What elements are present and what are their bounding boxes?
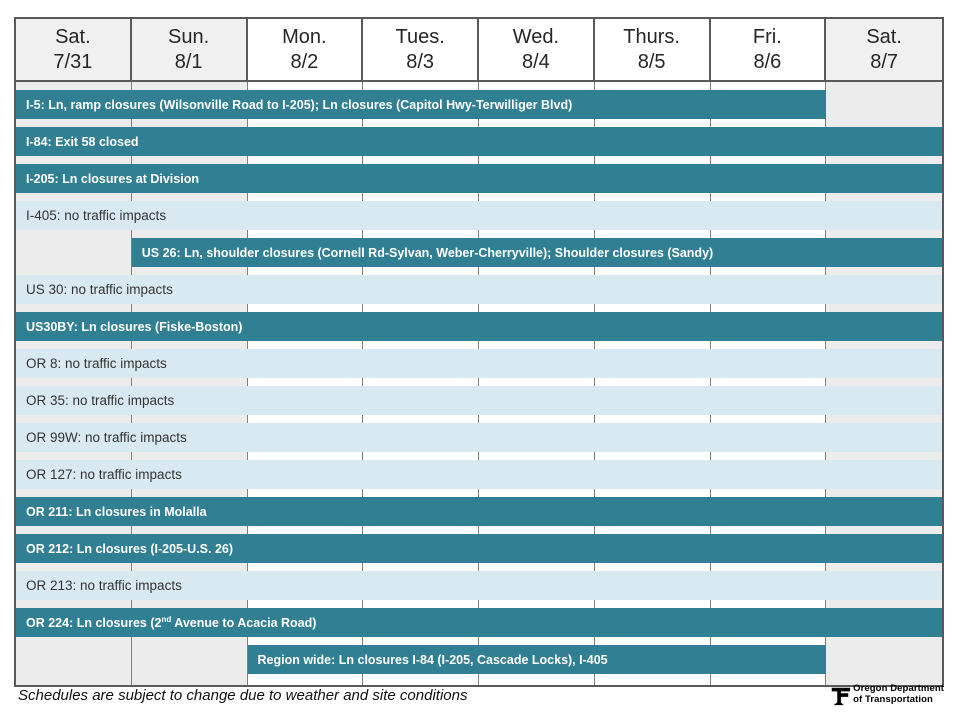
day-name: Mon.: [282, 25, 327, 48]
day-cell-0: [16, 637, 132, 674]
superscript-text: nd: [161, 614, 172, 624]
closure-bar: [16, 608, 942, 637]
schedule-row-or-213: [16, 563, 942, 600]
day-date: 7/31: [53, 50, 93, 73]
bar-label: I-205: Ln closures at Division: [26, 171, 199, 186]
no-impact-bar: [16, 349, 942, 378]
schedule-row-i-405: [16, 193, 942, 230]
day-header-4: [479, 19, 595, 80]
schedule-rows: [16, 82, 942, 674]
closure-bar: [248, 645, 827, 674]
day-header-0: [16, 19, 132, 80]
closure-bar: [132, 238, 942, 267]
schedule-row-or-224: [16, 600, 942, 637]
schedule-row-us-26: [16, 230, 942, 267]
schedule-row-us-30: [16, 267, 942, 304]
bottom-cell-2: [248, 674, 364, 685]
day-header-1: [132, 19, 248, 80]
bar-label: OR 8: no traffic impacts: [26, 356, 167, 371]
day-name: Tues.: [395, 25, 445, 48]
bar-label: US 26: Ln, shoulder closures (Cornell Rd-Sylvan, Weber-Cherryville); Shoulder closures (Sandy): [141, 245, 714, 260]
schedule-row-us30by: [16, 304, 942, 341]
bottom-cell-1: [132, 674, 248, 685]
schedule-row-or-127: [16, 452, 942, 489]
no-impact-bar: [16, 201, 942, 230]
schedule-row-or-212: [16, 526, 942, 563]
day-date: 8/4: [521, 50, 550, 73]
schedule-row-i-5: [16, 82, 942, 119]
no-impact-bar: [16, 460, 942, 489]
bar-label: OR 35: no traffic impacts: [26, 393, 175, 408]
no-impact-bar: [16, 571, 942, 600]
label-text: OR 224: Ln closures (2: [26, 615, 162, 630]
day-date: 8/6: [753, 50, 782, 73]
day-header-7: [826, 19, 942, 80]
bar-label: US30BY: Ln closures (Fiske-Boston): [26, 319, 243, 334]
schedule-row-i-84: [16, 119, 942, 156]
closure-bar: [16, 534, 942, 563]
footer-note: Schedules are subject to change due to weather and site conditions: [18, 687, 468, 704]
day-name: Fri.: [752, 25, 782, 48]
closure-bar: [16, 312, 942, 341]
bar-label: US 30: no traffic impacts: [26, 282, 173, 297]
no-impact-bar: [16, 275, 942, 304]
schedule-row-or-35: [16, 378, 942, 415]
schedule-row-or-211: [16, 489, 942, 526]
schedule-row-region-wide: [16, 637, 942, 674]
day-header-3: [363, 19, 479, 80]
schedule-table: [14, 17, 944, 687]
bar-label: I-405: no traffic impacts: [26, 208, 167, 223]
day-cell-0: [16, 230, 132, 267]
day-name: Sat.: [55, 25, 91, 48]
closure-bar: [16, 90, 826, 119]
day-name: Thurs.: [623, 25, 680, 48]
day-date: 8/3: [406, 50, 435, 73]
bottom-cell-6: [711, 674, 827, 685]
closure-bar: [16, 497, 942, 526]
closure-bar: [16, 127, 942, 156]
bottom-cell-3: [363, 674, 479, 685]
day-name: Wed.: [512, 25, 560, 48]
day-cell-1: [132, 637, 248, 674]
schedule-row-or-8: [16, 341, 942, 378]
day-date: 8/2: [290, 50, 319, 73]
label-text: Avenue to Acacia Road): [171, 615, 317, 630]
closure-bar: [16, 164, 942, 193]
bar-label: [16, 616, 316, 630]
day-date: 8/7: [870, 50, 899, 73]
odot-logo-line1: Oregon Department: [853, 683, 944, 694]
odot-logo-line2: of Transportation: [853, 694, 933, 706]
table-bottom-strip: [16, 674, 942, 685]
odot-logo-text: [853, 683, 944, 706]
bottom-cell-5: [595, 674, 711, 685]
bottom-cell-4: [479, 674, 595, 685]
bar-label: OR 211: Ln closures in Molalla: [26, 504, 207, 519]
bar-label: OR 127: no traffic impacts: [26, 467, 182, 482]
odot-logo: [829, 683, 944, 707]
bar-label: I-84: Exit 58 closed: [26, 134, 139, 149]
bottom-cell-0: [16, 674, 132, 685]
day-name: Sat.: [866, 25, 902, 48]
bar-label: OR 213: no traffic impacts: [26, 578, 182, 593]
day-name: Sun.: [168, 25, 210, 48]
no-impact-bar: [16, 386, 942, 415]
schedule-row-or-99w: [16, 415, 942, 452]
day-cell-7: [826, 637, 942, 674]
day-header-row: [16, 19, 942, 82]
day-header-5: [595, 19, 711, 80]
bar-label: OR 99W: no traffic impacts: [26, 430, 187, 445]
bar-label: I-5: Ln, ramp closures (Wilsonville Road to I-205); Ln closures (Capitol Hwy-Terwilliger Blvd): [26, 97, 573, 112]
day-cell-7: [826, 82, 942, 119]
odot-tree-icon: [829, 685, 851, 707]
bar-label: Region wide: Ln closures I-84 (I-205, Cascade Locks), I-405: [257, 652, 608, 667]
day-date: 8/5: [637, 50, 666, 73]
no-impact-bar: [16, 423, 942, 452]
day-header-2: [248, 19, 364, 80]
bar-label: OR 212: Ln closures (I-205-U.S. 26): [26, 541, 234, 556]
schedule-row-i-205: [16, 156, 942, 193]
day-date: 8/1: [174, 50, 203, 73]
day-header-6: [711, 19, 827, 80]
